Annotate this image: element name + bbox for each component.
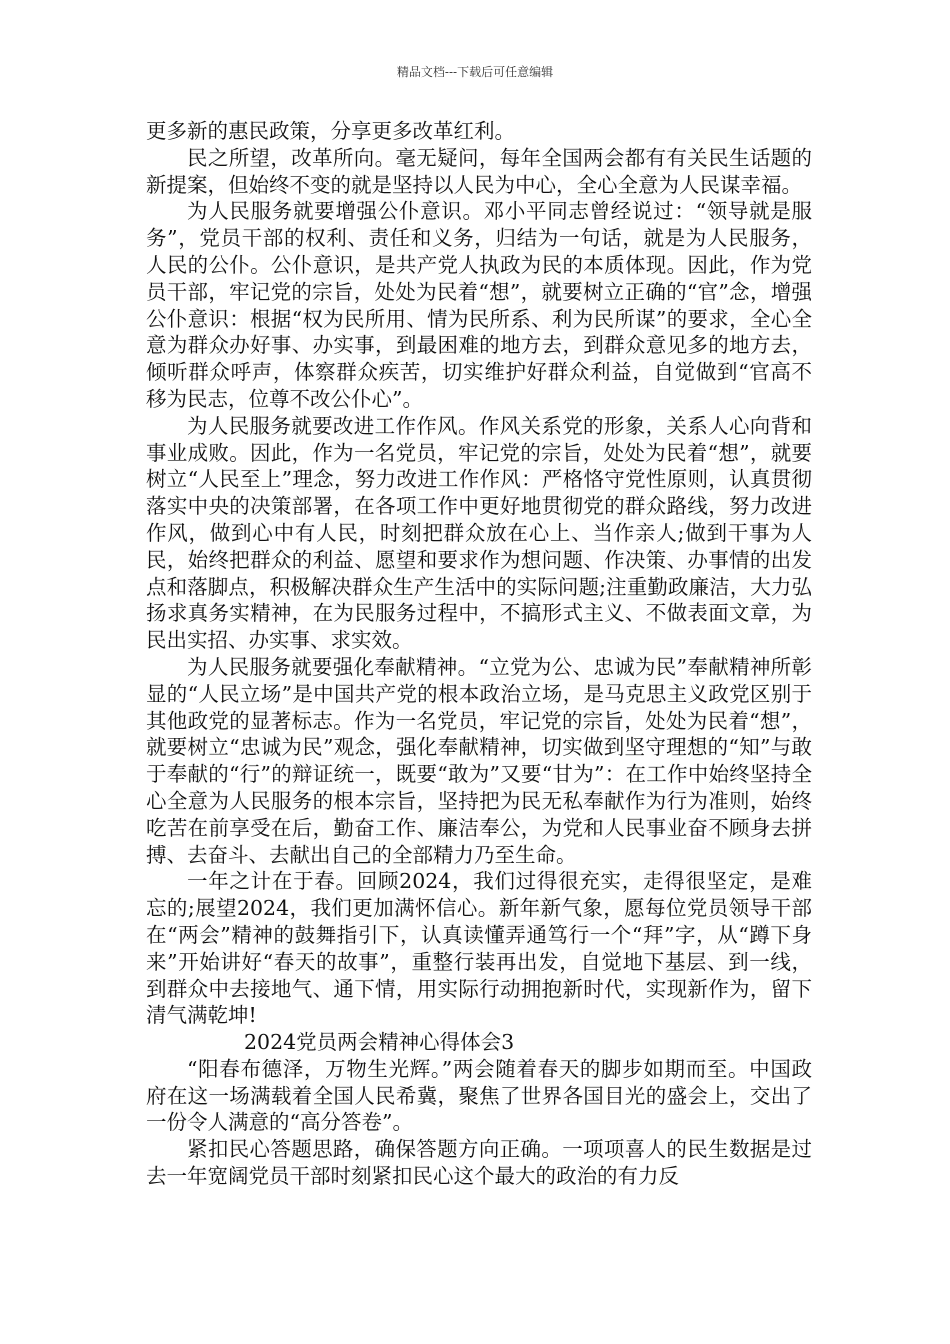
paragraph: 一年之计在于春。回顾2024，我们过得很充实，走得很坚定，是难忘的;展望2024，我们更加满怀信心。新年新气象，愿每位党员领导干部在“两会”精神的鼓舞指引下，认真读懂弄通笃行一个“拜”字，从“蹲下身来”开始讲好“春天的故事”，重整行装再出发，自觉地下基层、到一线，到群众中去接地气、通下情，用实际行动拥抱新时代，实现新作为，留下清气满乾坤!	[146, 869, 812, 1028]
paragraph: 为人民服务就要改进工作作风。作风关系党的形象，关系人心向背和事业成败。因此，作为一名党员，牢记党的宗旨，处处为民着“想”，就要树立“人民至上”理念，努力改进工作作风：严格恪守党性原则，认真贯彻落实中央的决策部署，在各项工作中更好地贯彻党的群众路线，努力改进作风，做到心中有人民，时刻把群众放在心上、当作亲人;做到干事为人民，始终把群众的利益、愿望和要求作为想问题、作决策、办事情的出发点和落脚点，积极解决群众生产生活中的实际问题;注重勤政廉洁，大力弘扬求真务实精神，在为民服务过程中，不搞形式主义、不做表面文章，为民出实招、办实事、求实效。	[146, 413, 812, 653]
paragraph-continuation: 更多新的惠民政策，分享更多改革红利。	[146, 119, 515, 143]
section-title: 2024党员两会精神心得体会3	[244, 1030, 515, 1055]
document-body	[146, 118, 812, 1190]
paragraph: 民之所望，改革所向。毫无疑问，每年全国两会都有有关民生话题的新提案，但始终不变的就是坚持以人民为中心，全心全意为人民谋幸福。	[146, 145, 812, 197]
paragraph: 为人民服务就要增强公仆意识。邓小平同志曾经说过：“领导就是服务”，党员干部的权利、责任和义务，归结为一句话，就是为人民服务，人民的公仆。公仆意识，是共产党人执政为民的本质体现。因此，作为党员干部，牢记党的宗旨，处处为民着“想”，就要树立正确的“官”念，增强公仆意识：根据“权为民所用、情为民所系、利为民所谋”的要求，全心全意为群众办好事、办实事，到最困难的地方去，到群众意见多的地方去，倾听群众呼声，体察群众疾苦，切实维护好群众利益，自觉做到“官高不移为民志，位尊不改公仆心”。	[146, 199, 812, 411]
paragraph: 紧扣民心答题思路，确保答题方向正确。一项项喜人的民生数据是过去一年宽阔党员干部时刻紧扣民心这个最大的政治的有力反	[146, 1137, 812, 1189]
paragraph: “阳春布德泽，万物生光辉。”两会随着春天的脚步如期而至。中国政府在这一场满载着全国人民希冀，聚焦了世界各国目光的盛会上，交出了一份令人满意的“高分答卷”。	[146, 1056, 812, 1135]
paragraph: 为人民服务就要强化奉献精神。“立党为公、忠诚为民”奉献精神所彰显的“人民立场”是中国共产党的根本政治立场，是马克思主义政党区别于其他政党的显著标志。作为一名党员，牢记党的宗旨，处处为民着“想”，就要树立“忠诚为民”观念，强化奉献精神，切实做到坚守理想的“知”与敢于奉献的“行”的辩证统一，既要“敢为”又要“甘为”：在工作中始终坚持全心全意为人民服务的根本宗旨，坚持把为民无私奉献作为行为准则，始终吃苦在前享受在后，勤奋工作、廉洁奉公，为党和人民事业奋不顾身去拼搏、去奋斗、去献出自己的全部精力乃至生命。	[146, 654, 812, 867]
page-header: 精品文档---下载后可任意编辑	[396, 65, 554, 79]
